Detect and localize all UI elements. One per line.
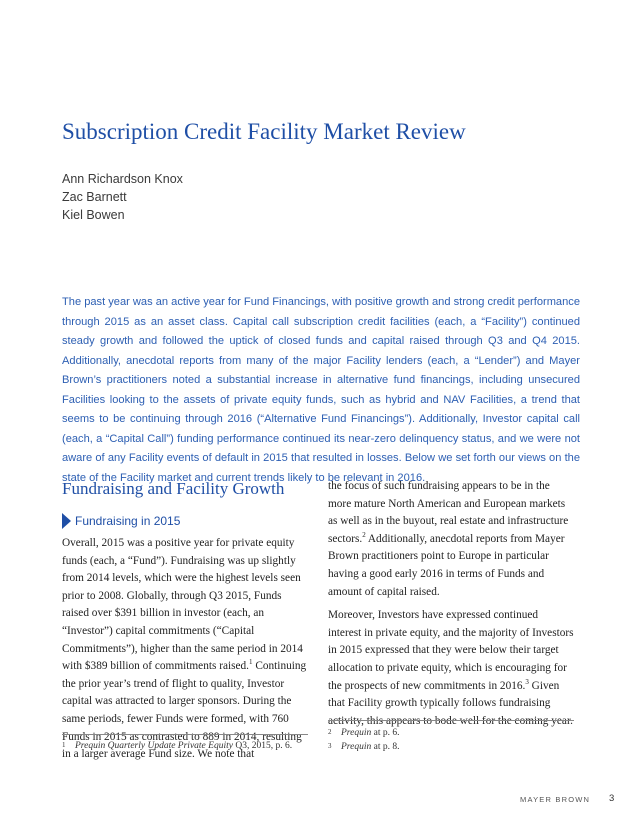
intro-paragraph: The past year was an active year for Fund Financings, with positive growth and strong credit performance through 2015 as an asset class. Capital call subscription credit facilities (each, a “Facility”) continued steady growth and followed the uptick of closed funds and capital raised through Q3 and Q4 2015. Additionally, anecdotal reports from many of the major Facility lenders (each, a “Lender”) and Mayer Brown’s practitioners noted a substantial increase in alternative fund financings, including unsecured Facilities looking to the assets of private equity funds, such as hybrid and NAV Facilities, a trend that seems to be continuing through 2016 (“Alternative Fund Financings”). Additionally, Investor capital call (each, a “Capital Call”) funding performance continued its near-zero delinquency status, and we were not aware of any Facility events of default in 2015 that resulted in losses. Below we set forth our views on the state of the Facility market and current trends likely to be relevant in 2016.	[62, 296, 580, 484]
author-name: Ann Richardson Knox	[62, 172, 183, 186]
body-paragraph	[328, 607, 574, 730]
footnote-text: at p. 8.	[371, 742, 400, 752]
footer-brand: MAYER BROWN	[520, 795, 591, 804]
footnote	[328, 727, 400, 740]
paragraph-text: Given that Facility growth typically follows fundraising activity, this appears to bode well for the coming year.	[328, 679, 573, 727]
footnote-ref[interactable]: 3	[525, 677, 529, 686]
footnote	[328, 741, 400, 754]
footnote-number: 1	[62, 741, 66, 749]
footnote-divider	[328, 720, 574, 721]
subsection-heading	[62, 512, 308, 530]
paragraph-text: Overall, 2015 was a positive year for private equity funds (each, a “Fund”). Fundraising was up slightly from 2014 levels, which were the highest levels seen prior to 2008. Globally, through Q3 2015, Funds raised over $391 billion in investor (each, an “Investor”) capital commitments (“Capital Commitments”), higher than the same period in 2014 with $389 billion of commitments raised.	[62, 537, 303, 673]
footnote-text: Q3, 2015, p. 6.	[232, 741, 293, 751]
footnote-ref[interactable]: 2	[362, 531, 366, 540]
page-title: Subscription Credit Facility Market Review	[62, 119, 466, 144]
paragraph-text: the focus of such fundraising appears to be in the more mature North American and European markets as well as in the buyout, real estate and infrastructure sectors.	[328, 480, 569, 545]
footnote-number: 2	[328, 728, 332, 736]
author-name: Kiel Bowen	[62, 208, 125, 222]
body-paragraph	[62, 535, 308, 764]
section-heading: Fundraising and Facility Growth	[62, 479, 285, 498]
footnote-divider	[62, 734, 308, 735]
footnote-number: 3	[328, 742, 332, 750]
triangle-bullet-icon	[62, 513, 71, 529]
left-column	[62, 478, 308, 764]
author-list	[62, 170, 183, 224]
footnote-ref[interactable]: 1	[249, 658, 253, 667]
footnote-source: Prequin Quarterly Update Private Equity	[75, 741, 233, 751]
page-number: 3	[609, 793, 615, 804]
footnote-source: Prequin	[341, 728, 372, 738]
subsection-label: Fundraising in 2015	[75, 514, 181, 528]
footnote	[62, 740, 292, 753]
right-column	[328, 478, 574, 730]
paragraph-text: Moreover, Investors have expressed continued interest in private equity, and the majority of Investors in 2015 expressed that they were below their target allocation to private equity, which is encouraging for the prospects of new commitments in 2016.	[328, 609, 574, 692]
body-paragraph	[328, 478, 574, 601]
paragraph-text: Additionally, anecdotal reports from Mayer Brown practitioners point to Europe in particular having a good early 2016 in terms of Funds and amount of capital raised.	[328, 532, 565, 598]
footnote-source: Prequin	[341, 742, 372, 752]
paragraph-text: Continuing the prior year’s trend of flight to quality, Investor capital was attracted to larger sponsors. During the same periods, fewer Funds were formed, with 760 Funds in 2015 as contrasted to 889 in 2014, resulting in a larger average Fund size. We note that	[62, 660, 307, 761]
footnote-text: at p. 6.	[371, 728, 400, 738]
author-name: Zac Barnett	[62, 190, 127, 204]
